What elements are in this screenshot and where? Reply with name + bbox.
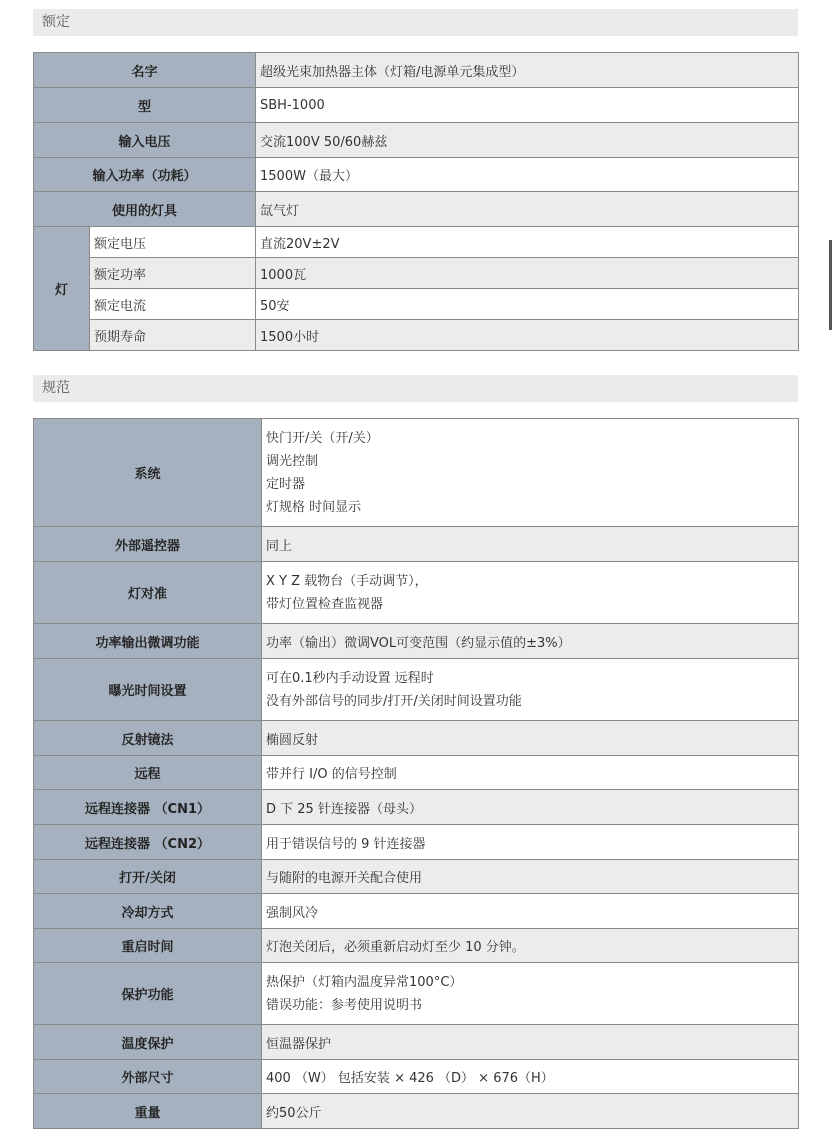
row-value: 1000瓦 [256,258,799,289]
row-value: 同上 [262,527,799,562]
row-label: 反射镜法 [34,721,262,756]
value-line: 没有外部信号的同步/打开/关闭时间设置功能 [266,693,522,709]
table-row [34,419,799,527]
table-row [34,825,799,860]
table-row [34,1094,799,1129]
table-row [34,756,799,790]
row-value: 强制风冷 [262,894,799,929]
row-label: 型 [34,88,256,123]
table-row [34,1025,799,1060]
row-value: 400 （W） 包括安装 × 426 （D） × 676（H） [262,1060,799,1094]
value-line: 热保护（灯箱内温度异常100°C） [266,974,463,990]
row-value: 恒温器保护 [262,1025,799,1060]
row-label: 输入功率（功耗） [34,158,256,192]
table-row [34,562,799,624]
row-value: 50安 [256,289,799,320]
value-line: X Y Z 载物台（手动调节）， [266,573,428,589]
row-label: 远程连接器 （CN2） [34,825,262,860]
row-value: D 下 25 针连接器（母头） [262,790,799,825]
row-value [262,963,799,1025]
row-label: 冷却方式 [34,894,262,929]
row-label: 额定功率 [90,258,256,289]
row-value: 灯泡关闭后，必须重新启动灯至少 10 分钟。 [262,929,799,963]
value-line: 错误功能：参考使用说明书 [266,997,423,1013]
spec-table [33,418,799,1129]
row-label: 灯对准 [34,562,262,624]
row-value [262,562,799,624]
row-label: 温度保护 [34,1025,262,1060]
table-row [34,624,799,659]
rating-section-title: 额定 [33,9,798,36]
row-label: 系统 [34,419,262,527]
row-value: 约50公斤 [262,1094,799,1129]
table-row [34,289,799,320]
row-value: 功率（输出）微调VOL可变范围（约显示值的±3%） [262,624,799,659]
table-row [34,929,799,963]
table-row [34,192,799,227]
table-row [34,721,799,756]
row-label: 打开/关闭 [34,860,262,894]
value-line: 快门开/关（开/关） [266,430,379,446]
row-label: 额定电流 [90,289,256,320]
value-line: 定时器 [266,476,306,492]
row-value [262,659,799,721]
row-value: 交流100V 50/60赫兹 [256,123,799,158]
table-row [34,527,799,562]
row-value: 椭圆反射 [262,721,799,756]
row-value: 1500W（最大） [256,158,799,192]
row-value [262,419,799,527]
row-label: 重启时间 [34,929,262,963]
row-label: 名字 [34,53,256,88]
table-row [34,860,799,894]
row-label: 重量 [34,1094,262,1129]
value-line: 带灯位置检查监视器 [266,596,384,612]
lamp-group-label: 灯 [34,227,90,351]
row-label: 输入电压 [34,123,256,158]
row-label: 远程 [34,756,262,790]
table-row [34,227,799,258]
rating-table [33,52,799,351]
row-label: 曝光时间设置 [34,659,262,721]
row-label: 远程连接器 （CN1） [34,790,262,825]
row-value: 带并行 I/O 的信号控制 [262,756,799,790]
table-row [34,894,799,929]
table-row [34,320,799,351]
row-label: 外部遥控器 [34,527,262,562]
table-row [34,963,799,1025]
table-row [34,123,799,158]
row-value: 氙气灯 [256,192,799,227]
row-value: 与随附的电源开关配合使用 [262,860,799,894]
value-line: 调光控制 [266,453,319,469]
row-value: 1500小时 [256,320,799,351]
table-row [34,158,799,192]
row-label: 功率输出微调功能 [34,624,262,659]
table-row [34,1060,799,1094]
row-label: 预期寿命 [90,320,256,351]
value-line: 可在0.1秒内手动设置 远程时 [266,670,434,686]
row-label: 额定电压 [90,227,256,258]
table-row [34,790,799,825]
row-value: 用于错误信号的 9 针连接器 [262,825,799,860]
row-label: 保护功能 [34,963,262,1025]
table-row [34,659,799,721]
row-value: SBH-1000 [256,88,799,123]
spec-section-title: 规范 [33,375,798,402]
row-value: 超级光束加热器主体（灯箱/电源单元集成型） [256,53,799,88]
table-row [34,53,799,88]
value-line: 灯规格 时间显示 [266,499,362,515]
row-value: 直流20V±2V [256,227,799,258]
table-row [34,88,799,123]
row-label: 外部尺寸 [34,1060,262,1094]
row-label: 使用的灯具 [34,192,256,227]
table-row [34,258,799,289]
